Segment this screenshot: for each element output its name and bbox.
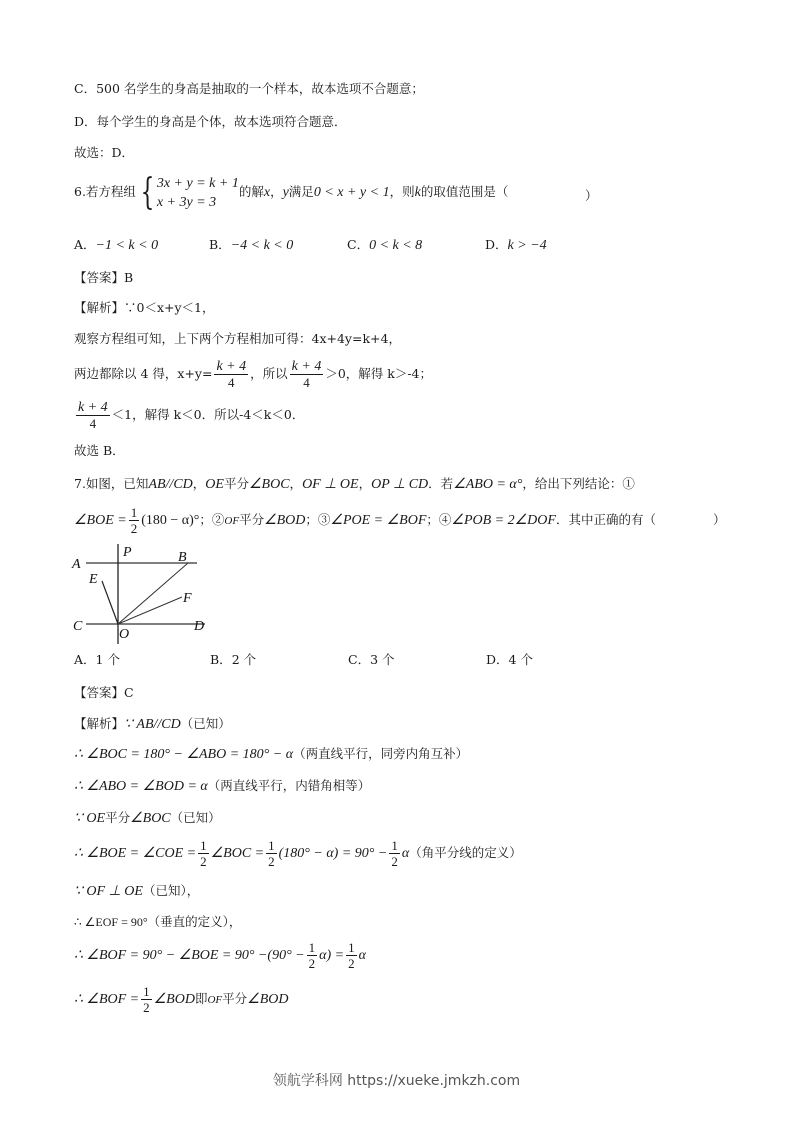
q6-close-paren: ） bbox=[585, 188, 598, 203]
denominator: 2 bbox=[348, 956, 355, 971]
math: ∠BOC bbox=[248, 477, 290, 492]
answer-label: 【答案】 bbox=[74, 685, 125, 700]
q7-text: 即 bbox=[194, 991, 208, 1006]
option-label: C． bbox=[347, 237, 370, 252]
numerator: 1 bbox=[130, 505, 138, 520]
math: ∠BOD bbox=[153, 992, 195, 1007]
analysis-text: ，所以 bbox=[250, 366, 288, 381]
numerator: 1 bbox=[308, 940, 316, 955]
fraction bbox=[307, 940, 318, 971]
option-label: B． bbox=[209, 237, 231, 252]
fraction bbox=[389, 838, 400, 869]
numerator: 1 bbox=[391, 838, 398, 853]
option-math: −4 < k < 0 bbox=[230, 238, 294, 253]
var-y: y bbox=[282, 185, 289, 200]
option-label: D． bbox=[485, 237, 508, 252]
numerator: 1 bbox=[200, 838, 207, 853]
q7-option-c bbox=[348, 651, 395, 669]
math: ∵ OE bbox=[74, 811, 106, 826]
numerator: k + 4 bbox=[291, 359, 322, 374]
math: ∠BOC bbox=[130, 811, 171, 826]
math: ∵ AB//CD bbox=[124, 717, 181, 732]
q6-option-c bbox=[347, 236, 422, 255]
denominator: 4 bbox=[303, 375, 310, 390]
prev-conclusion: 故选：D． bbox=[74, 145, 135, 160]
q7-step-1 bbox=[74, 715, 231, 734]
option-math: 0 < k < 8 bbox=[369, 238, 423, 253]
label-b: B bbox=[178, 550, 187, 565]
q6-condition: 0 < x + y < 1 bbox=[313, 185, 390, 200]
denominator: 2 bbox=[391, 854, 398, 869]
q7-answer bbox=[74, 684, 134, 702]
q7-stem-1 bbox=[74, 475, 635, 494]
q7-text: ， bbox=[358, 476, 372, 491]
fraction bbox=[214, 359, 248, 390]
option-label: A． bbox=[74, 237, 96, 252]
q6-analysis-4 bbox=[74, 398, 304, 432]
math: ∴ ∠ABO = ∠BOD = α bbox=[74, 779, 208, 794]
q7-text: 平分 bbox=[105, 810, 131, 825]
math: α bbox=[401, 846, 410, 861]
q7-text: ；④ bbox=[426, 512, 452, 527]
q7-option-d bbox=[486, 651, 533, 669]
math: ∠POB = 2∠DOF bbox=[451, 513, 556, 528]
q6-option-d bbox=[485, 236, 547, 255]
q7-step-4 bbox=[74, 809, 221, 828]
q6-text: ，则 bbox=[389, 184, 415, 199]
var-k: k bbox=[414, 185, 421, 200]
equation-2: x + 3y = 3 bbox=[156, 194, 217, 210]
denominator: 4 bbox=[228, 375, 235, 390]
q7-step-3 bbox=[74, 777, 370, 796]
option-label: C． bbox=[348, 652, 371, 667]
q7-text: 平分 bbox=[222, 991, 248, 1006]
option-math: k > −4 bbox=[507, 238, 547, 253]
analysis-label: 【解析】 bbox=[74, 716, 125, 731]
q7-text: 平分 bbox=[223, 476, 249, 491]
reason: （已知） bbox=[170, 810, 221, 825]
q7-step-7 bbox=[74, 913, 241, 931]
fraction bbox=[346, 940, 357, 971]
footer-watermark: 领航学科网 https://xueke.jmkzh.com bbox=[272, 1073, 521, 1089]
label-f: F bbox=[183, 591, 192, 606]
math: ∴ ∠BOF = 90° − ∠BOE = 90° −(90° − bbox=[74, 948, 305, 963]
var-x: x bbox=[263, 185, 271, 200]
math: ∴ ∠BOE = ∠COE = bbox=[74, 846, 197, 861]
analysis-text: ∵0＜x+y＜1， bbox=[124, 300, 215, 315]
geometry-figure bbox=[70, 540, 220, 645]
analysis-text: ＞0，解得 k＞-4； bbox=[325, 366, 433, 381]
q6-text: 的解 bbox=[238, 184, 264, 199]
math: AB//CD bbox=[148, 477, 193, 492]
q6-option-b bbox=[209, 236, 293, 255]
analysis-label: 【解析】 bbox=[74, 300, 125, 315]
option-label: D． bbox=[486, 652, 509, 667]
math: (180° − α) = 90° − bbox=[278, 846, 388, 861]
q7-text: ．其中正确的有（ bbox=[555, 512, 656, 527]
fraction bbox=[129, 505, 140, 536]
math: OF bbox=[207, 994, 223, 1006]
reason: （两直线平行，内错角相等） bbox=[207, 778, 371, 793]
q7-text: ；③ bbox=[305, 512, 331, 527]
analysis-text: 两边都除以 4 得，x+y= bbox=[74, 366, 213, 381]
label-d: D bbox=[194, 619, 205, 634]
denominator: 2 bbox=[308, 956, 316, 971]
ray-ob bbox=[118, 563, 188, 624]
denominator: 2 bbox=[130, 521, 138, 536]
q7-step-6 bbox=[74, 882, 199, 901]
reason: （已知） bbox=[180, 716, 231, 731]
q7-step-8 bbox=[74, 938, 366, 973]
q7-step-2 bbox=[74, 745, 468, 764]
fraction bbox=[290, 359, 324, 390]
numerator: 1 bbox=[143, 984, 150, 999]
fraction bbox=[141, 984, 152, 1015]
fraction bbox=[266, 838, 277, 869]
label-p: P bbox=[123, 545, 132, 560]
equation-1: 3x + y = k + 1 bbox=[156, 175, 239, 191]
q7-close-paren: ） bbox=[713, 512, 726, 527]
math: ∠BOC = bbox=[210, 846, 265, 861]
analysis-text: ＜1，解得 k＜0．所以-4＜k＜0． bbox=[111, 407, 305, 422]
q7-text: 平分 bbox=[239, 512, 265, 527]
label-a: A bbox=[72, 557, 81, 572]
numerator: k + 4 bbox=[78, 400, 108, 415]
denominator: 2 bbox=[200, 854, 207, 869]
q6-text: 的取值范围是（ bbox=[420, 184, 509, 199]
math: ∴ ∠EOF = 90° bbox=[74, 915, 148, 929]
numerator: k + 4 bbox=[216, 359, 247, 374]
ray-oe bbox=[102, 581, 118, 624]
denominator: 2 bbox=[268, 854, 275, 869]
q7-option-b bbox=[210, 651, 256, 669]
math: ∠POE = ∠BOF bbox=[330, 513, 427, 528]
ray-of bbox=[118, 597, 182, 624]
reason: （两直线平行，同旁内角互补） bbox=[293, 746, 469, 761]
q7-text: ， bbox=[192, 476, 206, 491]
brace-icon: { bbox=[140, 171, 155, 213]
answer-value: B bbox=[124, 270, 134, 285]
numerator: 1 bbox=[268, 838, 275, 853]
denominator: 2 bbox=[143, 1000, 150, 1015]
math: α bbox=[358, 948, 366, 963]
q6-prefix: 6.若方程组 bbox=[74, 184, 136, 199]
denominator: 4 bbox=[89, 416, 97, 431]
reason: （垂直的定义）， bbox=[147, 914, 242, 929]
math: (180 − α)° bbox=[141, 513, 200, 528]
math: ∵ OF ⊥ OE bbox=[74, 884, 143, 899]
math: α) = bbox=[319, 948, 345, 963]
fraction bbox=[198, 838, 209, 869]
option-text: 3 个 bbox=[370, 652, 395, 667]
prev-option-c: C．500 名学生的身高是抽取的一个样本，故本选项不合题意； bbox=[74, 81, 424, 96]
math: OF bbox=[224, 515, 240, 527]
reason: （已知）， bbox=[142, 883, 200, 898]
math: ∠BOD bbox=[247, 992, 289, 1007]
q7-text: ， bbox=[289, 476, 303, 491]
q6-text: ， bbox=[270, 184, 283, 199]
q6-conclusion: 故选 B． bbox=[74, 443, 125, 458]
q6-option-a bbox=[74, 236, 158, 255]
q7-step-5 bbox=[74, 836, 522, 871]
math: OP ⊥ CD bbox=[371, 477, 429, 492]
q7-text: 7.如图，已知 bbox=[74, 476, 149, 491]
math: ∠ABO = α° bbox=[453, 477, 523, 492]
math: ∠BOE = bbox=[74, 513, 127, 528]
math: ∠BOD bbox=[264, 513, 306, 528]
option-math: −1 < k < 0 bbox=[95, 238, 159, 253]
q6-analysis-3 bbox=[74, 357, 432, 391]
option-text: 2 个 bbox=[231, 652, 257, 667]
q7-stem-2 bbox=[74, 503, 656, 538]
q7-text: ．若 bbox=[428, 476, 454, 491]
equation-system bbox=[136, 171, 239, 213]
option-label: A． bbox=[74, 652, 96, 667]
math: OF ⊥ OE bbox=[302, 477, 359, 492]
q7-step-9 bbox=[74, 982, 288, 1017]
q6-text: 满足 bbox=[288, 184, 314, 199]
q6-stem bbox=[74, 172, 508, 213]
option-text: 4 个 bbox=[508, 652, 533, 667]
q7-text: ；② bbox=[199, 512, 225, 527]
prev-option-d: D．每个学生的身高是个体，故本选项符合题意． bbox=[74, 114, 347, 129]
answer-value: C bbox=[124, 685, 134, 700]
label-o: O bbox=[119, 627, 130, 642]
label-c: C bbox=[73, 619, 83, 634]
q6-answer bbox=[74, 269, 133, 287]
answer-label: 【答案】 bbox=[74, 270, 125, 285]
option-text: 1 个 bbox=[95, 652, 120, 667]
q7-option-a bbox=[74, 651, 120, 669]
q6-analysis-1 bbox=[74, 299, 215, 317]
fraction bbox=[76, 400, 110, 431]
math: OE bbox=[205, 477, 224, 492]
option-label: B． bbox=[210, 652, 232, 667]
numerator: 1 bbox=[348, 940, 355, 955]
q6-analysis-2: 观察方程组可知，上下两个方程相加可得：4x+4y=k+4， bbox=[74, 331, 401, 346]
reason: （角平分线的定义） bbox=[409, 845, 522, 860]
math: ∴ ∠BOF = bbox=[74, 992, 140, 1007]
label-e: E bbox=[89, 572, 98, 587]
q7-text: ，给出下列结论：① bbox=[522, 476, 635, 491]
math: ∴ ∠BOC = 180° − ∠ABO = 180° − α bbox=[74, 747, 294, 762]
